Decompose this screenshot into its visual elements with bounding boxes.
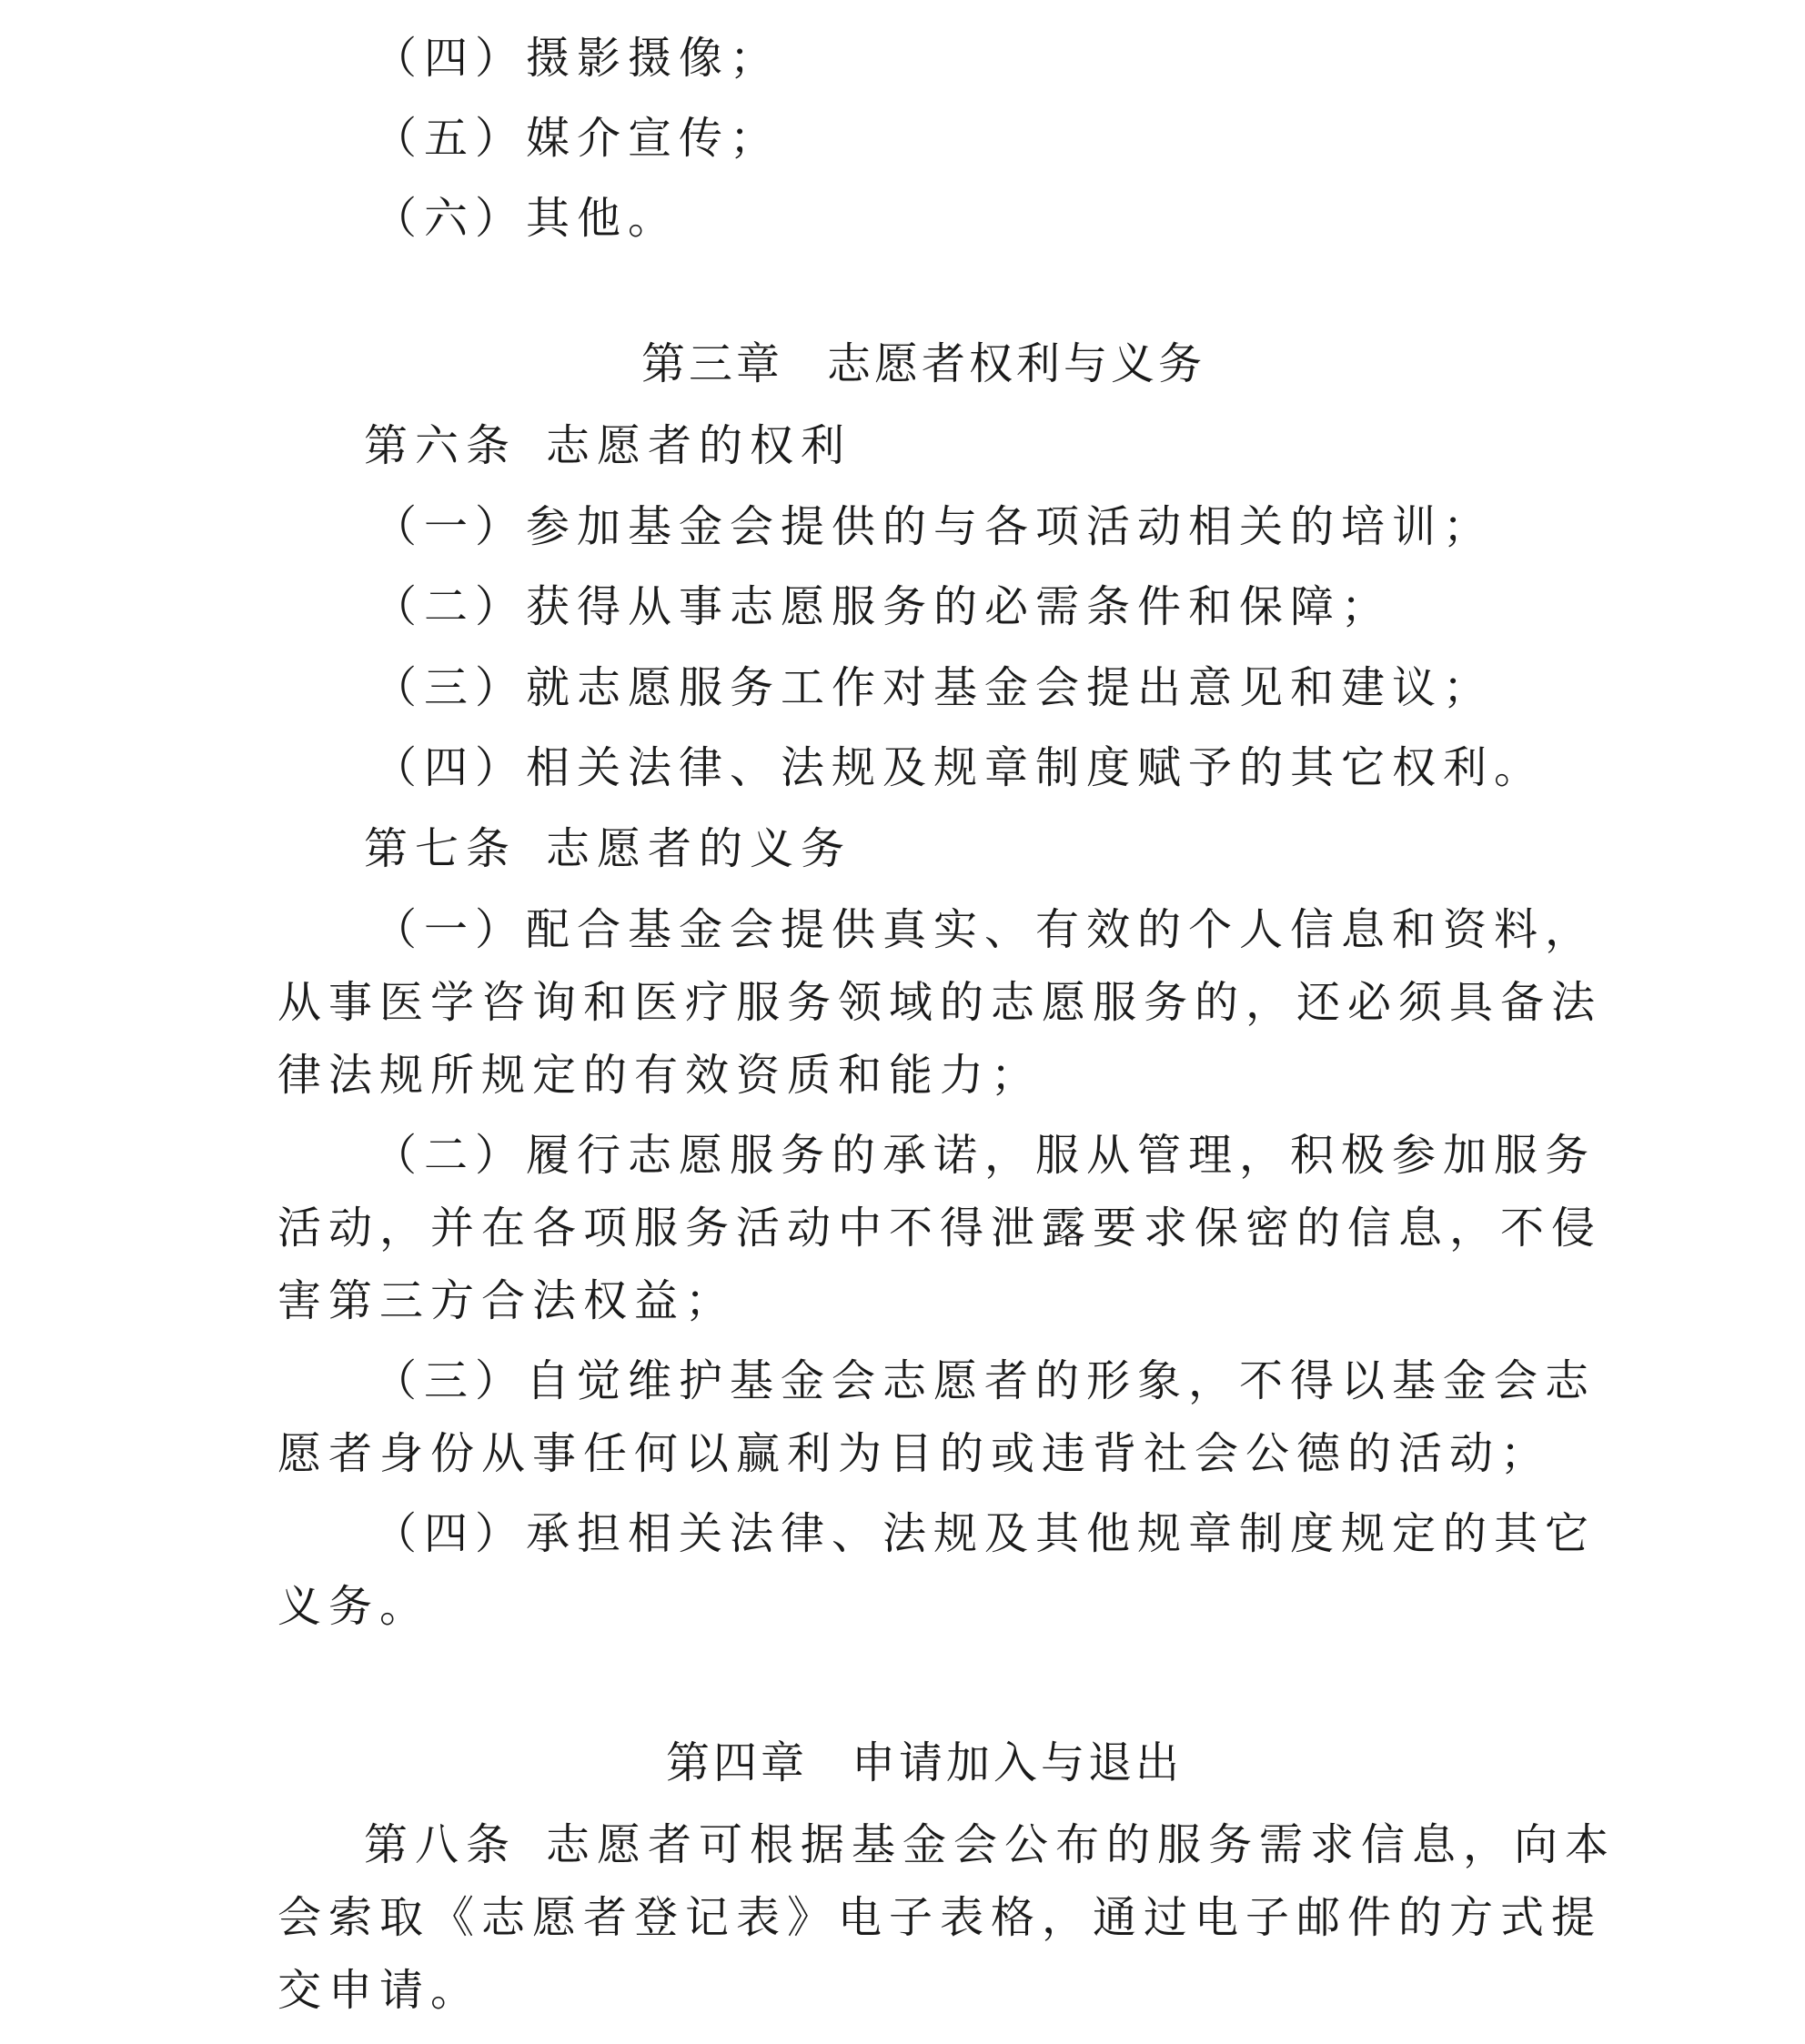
paragraph-line: 会索取《志愿者登记表》电子表格，通过电子邮件的方式提 (277, 1892, 1603, 1943)
paragraph-line: 愿者身份从事任何以赢利为目的或违背社会公德的活动； (277, 1428, 1552, 1479)
article-number: 第六条 (364, 420, 518, 471)
list-item: （一）参加基金会提供的与各项活动相关的培训； (373, 501, 1495, 552)
list-item: （六）其他。 (373, 193, 680, 244)
list-item: （三）就志愿服务工作对基金会提出意见和建议； (373, 662, 1495, 713)
article-paragraph (364, 1819, 1617, 1870)
paragraph-line: （二）履行志愿服务的承诺，服从管理，积极参加服务 (373, 1130, 1597, 1181)
paragraph-line: 害第三方合法权益； (277, 1275, 737, 1326)
paragraph-line: 律法规所规定的有效资质和能力； (277, 1050, 1043, 1101)
list-item: （二）获得从事志愿服务的必需条件和保障； (373, 581, 1393, 632)
paragraph-line: 交申请。 (277, 1965, 482, 2016)
article-heading (364, 420, 852, 471)
chapter-title: 志愿者权利与义务 (827, 338, 1206, 389)
list-item: （四）相关法律、法规及规章制度赋予的其它权利。 (373, 742, 1546, 793)
chapter-number: 第四章 (666, 1737, 809, 1788)
paragraph-line: （三）自觉维护基金会志愿者的形象，不得以基金会志 (373, 1355, 1597, 1406)
chapter-number: 第三章 (641, 338, 784, 389)
article-title: 志愿者的权利 (546, 420, 852, 471)
paragraph-line: （一）配合基金会提供真实、有效的个人信息和资料， (373, 904, 1597, 955)
paragraph-line: 志愿者可根据基金会公布的服务需求信息，向本 (546, 1819, 1617, 1870)
chapter-heading (641, 338, 1206, 389)
article-number: 第八条 (364, 1819, 518, 1870)
paragraph-line: 义务。 (277, 1581, 431, 1632)
paragraph-line: 活动，并在各项服务活动中不得泄露要求保密的信息，不侵 (277, 1203, 1603, 1254)
chapter-heading (666, 1737, 1184, 1788)
paragraph-line: 从事医学咨询和医疗服务领域的志愿服务的，还必须具备法 (277, 977, 1603, 1028)
list-item: （四）摄影摄像； (373, 33, 781, 84)
article-heading (364, 823, 852, 874)
paragraph-line: （四）承担相关法律、法规及其他规章制度规定的其它 (373, 1508, 1597, 1559)
chapter-title: 申请加入与退出 (852, 1737, 1184, 1788)
list-item: （五）媒介宣传； (373, 113, 781, 164)
article-number: 第七条 (364, 823, 518, 874)
article-title: 志愿者的义务 (546, 823, 852, 874)
